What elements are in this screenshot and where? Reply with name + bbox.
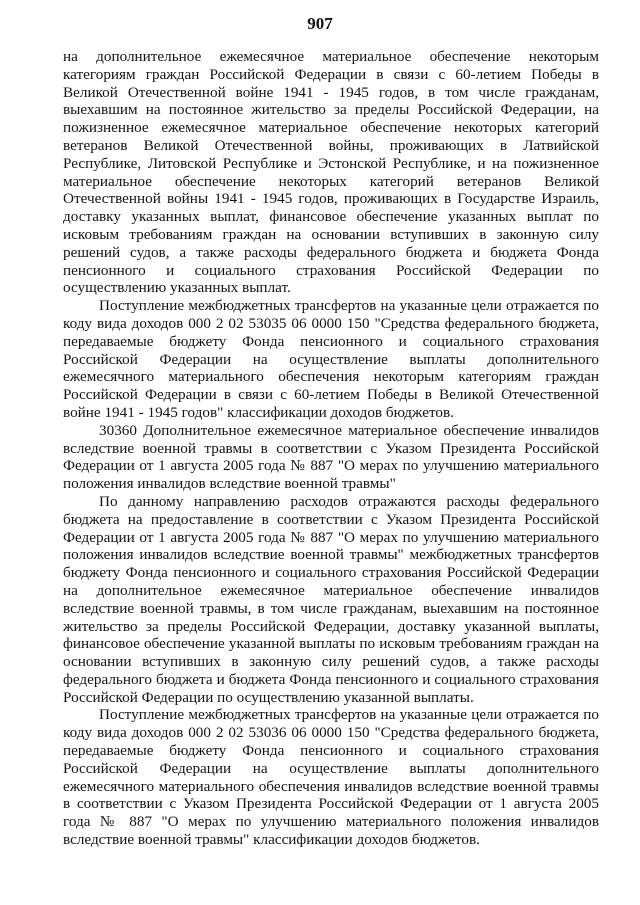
document-body bbox=[63, 48, 599, 849]
paragraph-revenue-code-53035: Поступление межбюджетных трансфертов на указанные цели отражается по коду вида доходов 000 2 02 53035 06 0000 150 "Средства федерального бюджета, передаваемые бюджету Фонда пенсионного и социального страхования Российской Федерации на осуществление выплаты дополнительного ежемесячного материального обеспечения некоторым категориям граждан Российской Федерации в связи с 60-летием Победы в Великой Отечественной войне 1941 - 1945 годов" классификации доходов бюджетов. bbox=[63, 297, 599, 421]
paragraph-continuation: на дополнительное ежемесячное материальное обеспечение некоторым категориям граждан Российской Федерации в связи с 60-летием Победы в Великой Отечественной войне 1941 - 1945 годов, в том числе гражданам, выехавшим на постоянное жительство за пределы Российской Федерации, на пожизненное ежемесячное материальное обеспечение некоторых категорий ветеранов Великой Отечественной войны, проживающих в Латвийской Республике, Литовской Республике и Эстонской Республике, и на пожизненное материальное обеспечение некоторых категорий ветеранов Великой Отечественной войны 1941 - 1945 годов, проживающих в Государстве Израиль, доставку указанных выплат, финансовое обеспечение указанных выплат по исковым требованиям граждан на основании вступивших в законную силу решений судов, а также расходы федерального бюджета и бюджета Фонда пенсионного и социального страхования Российской Федерации по осуществлению указанных выплат. bbox=[63, 48, 599, 297]
paragraph-revenue-code-53036: Поступление межбюджетных трансфертов на указанные цели отражается по коду вида доходов 000 2 02 53036 06 0000 150 "Средства федерального бюджета, передаваемые бюджету Фонда пенсионного и социального страхования Российской Федерации на осуществление выплаты дополнительного ежемесячного материального обеспечения инвалидов вследствие военной травмы в соответствии с Указом Президента Российской Федерации от 1 августа 2005 года № 887 "О мерах по улучшению материального положения инвалидов вследствие военной травмы" классификации доходов бюджетов. bbox=[63, 706, 599, 849]
paragraph-expense-heading-30360: 30360 Дополнительное ежемесячное материальное обеспечение инвалидов вследствие военной травмы в соответствии с Указом Президента Российской Федерации от 1 августа 2005 года № 887 "О мерах по улучшению материального положения инвалидов вследствие военной травмы" bbox=[63, 421, 599, 493]
page-number: 907 bbox=[307, 14, 333, 33]
paragraph-expense-description: По данному направлению расходов отражаются расходы федерального бюджета на предоставление в соответствии с Указом Президента Российской Федерации от 1 августа 2005 года № 887 "О мерах по улучшению материального положения инвалидов вследствие военной травмы" межбюджетных трансфертов бюджету Фонда пенсионного и социального страхования Российской Федерации на дополнительное ежемесячное материальное обеспечение инвалидов вследствие военной травмы, в том числе гражданам, выехавшим на постоянное жительство за пределы Российской Федерации, доставку указанной выплаты, финансовое обеспечение указанной выплаты по исковым требованиям граждан на основании вступивших в законную силу решений судов, а также расходы федерального бюджета и бюджета Фонда пенсионного и социального страхования Российской Федерации по осуществлению указанной выплаты. bbox=[63, 492, 599, 706]
